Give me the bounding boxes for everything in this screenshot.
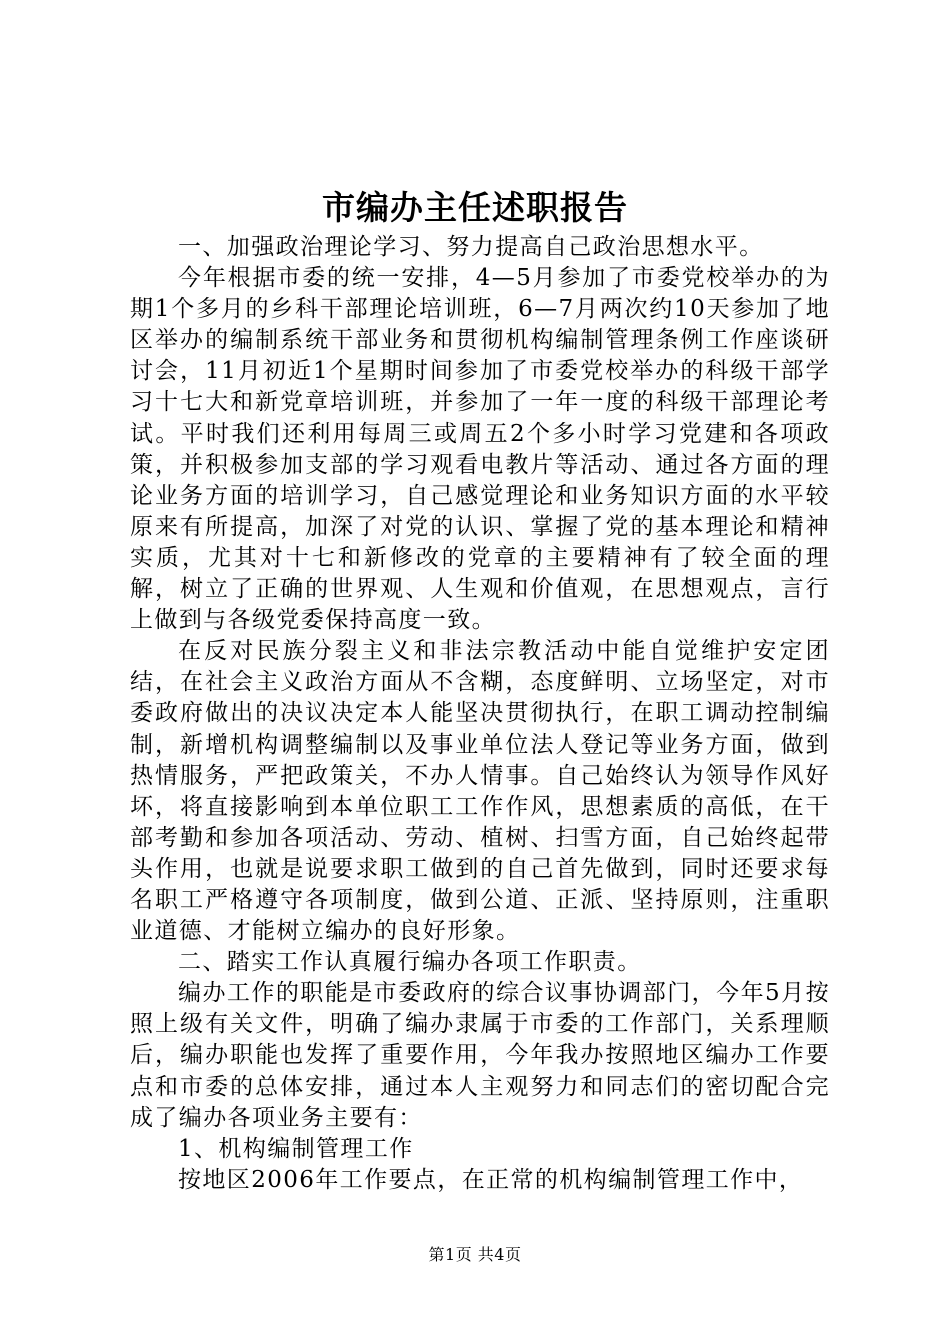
body-paragraph-4: 按地区2006年工作要点，在正常的机构编制管理工作中，: [178, 1166, 804, 1193]
body-paragraph-3: 编办工作的职能是市委政府的综合议事协调部门，今年5月按照上级有关文件，明确了编办隶属于市委的工作部门，关系理顺后，编办职能也发挥了重要作用，今年我办按照地区编办工作要点和市委的总体安排，通过本人主观努力和同志们的密切配合完成了编办各项业务主要有：: [130, 980, 830, 1131]
page-footer: 第1页 共4页: [428, 1245, 522, 1264]
body-paragraph-1: 今年根据市委的统一安排，4—5月参加了市委党校举办的为期1个多月的乡科干部理论培训班，6—7月两次约10天参加了地区举办的编制系统干部业务和贯彻机构编制管理条例工作座谈研讨会，11月初近1个星期时间参加了市委党校举办的科级干部学习十七大和新党章培训班，并参加了一年一度的科级干部理论考试。平时我们还利用每周三或周五2个多小时学习党建和各项政策，并积极参加支部的学习观看电教片等活动、通过各方面的理论业务方面的培训学习，自己感觉理论和业务知识方面的水平较原来有所提高，加深了对党的认识、掌握了党的基本理论和精神实质，尤其对十七和新修改的党章的主要精神有了较全面的理解，树立了正确的世界观、人生观和价值观，在思想观点，言行上做到与各级党委保持高度一致。: [130, 265, 830, 634]
document-title: 市编办主任述职报告: [322, 188, 628, 227]
body-paragraph-2: 在反对民族分裂主义和非法宗教活动中能自觉维护安定团结，在社会主义政治方面从不含糊，态度鲜明、立场坚定，对市委政府做出的决议决定本人能坚决贯彻执行，在职工调动控制编制，新增机构调整编制以及事业单位法人登记等业务方面，做到热情服务，严把政策关，不办人情事。自己始终认为领导作风好坏，将直接影响到本单位职工工作作风，思想素质的高低，在干部考勤和参加各项活动、劳动、植树、扫雪方面，自己始终起带头作用，也就是说要求职工做到的自己首先做到，同时还要求每名职工严格遵守各项制度，做到公道、正派、坚持原则，注重职业道德、才能树立编办的良好形象。: [130, 638, 830, 945]
document-body: [130, 232, 830, 1196]
section-heading-2: 二、踏实工作认真履行编办各项工作职责。: [178, 949, 642, 976]
section-heading-1: 一、加强政治理论学习、努力提高自己政治思想水平。: [178, 234, 764, 260]
subsection-heading-1: 1、机构编制管理工作: [178, 1135, 414, 1162]
